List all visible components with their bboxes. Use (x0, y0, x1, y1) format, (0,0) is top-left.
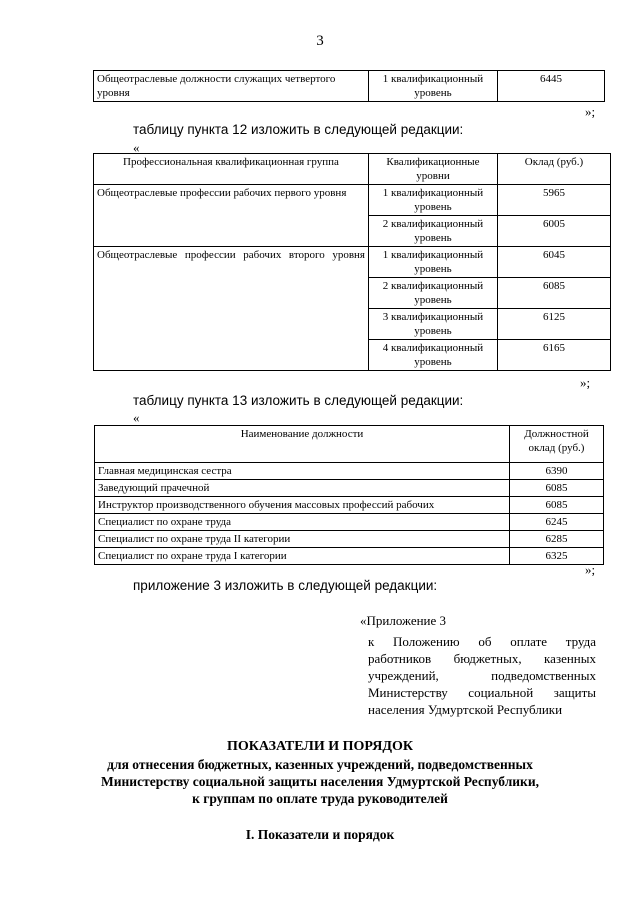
table-cell-salary: 6285 (510, 531, 604, 548)
table-row (95, 497, 604, 514)
table-cell-group: Общеотраслевые должности служащих четвертого уровня (94, 71, 369, 102)
table-cell-position: Специалист по охране труда I категории (95, 548, 510, 565)
appendix-line: Министерству социальной защиты (368, 685, 596, 700)
table-cell-level: 4 квалификационный уровень (369, 340, 498, 371)
table-header-row (94, 154, 611, 185)
table-cell-position: Заведующий прачечной (95, 480, 510, 497)
page-number: 3 (316, 33, 324, 49)
table-cell-salary: 6325 (510, 548, 604, 565)
table-row (95, 463, 604, 480)
appendix-caption (368, 633, 596, 718)
table-cell-level: 1 квалификационный уровень (369, 185, 498, 216)
paragraph-table-13: таблицу пункта 13 изложить в следующей редакции: (133, 393, 464, 408)
subheading-line: Министерству социальной защиты населения Удмуртской Республики, (101, 774, 539, 789)
column-header-group: Профессиональная квалификационная группа (94, 154, 369, 185)
table-cell-position: Специалист по охране труда II категории (95, 531, 510, 548)
table-row (95, 514, 604, 531)
table-row (94, 185, 611, 216)
table-cell-salary: 5965 (498, 185, 611, 216)
table-cell-level: 1 квалификационный уровень (369, 247, 498, 278)
table-row (95, 548, 604, 565)
table-cell-salary: 6085 (510, 480, 604, 497)
table-header-row (95, 426, 604, 463)
table-row (94, 71, 605, 102)
document-subheading (0, 756, 640, 807)
column-header-position: Наименование должности (95, 426, 510, 463)
appendix-line: учреждений, подведомственных (368, 668, 596, 683)
table-row (94, 247, 611, 278)
table-cell-salary: 6085 (510, 497, 604, 514)
column-header-level: Квалификационные уровни (369, 154, 498, 185)
section-heading: I. Показатели и порядок (245, 827, 395, 842)
table-12 (93, 153, 611, 371)
table-row (95, 531, 604, 548)
open-quote: « (133, 140, 140, 155)
table-cell-group: Общеотраслевые профессии рабочих второго уровня (94, 247, 369, 371)
appendix-line: населения Удмуртской Республики (368, 702, 563, 717)
column-header-salary: Оклад (руб.) (498, 154, 611, 185)
top-table (93, 70, 605, 102)
subheading-line: к группам по оплате труда руководителей (192, 791, 448, 806)
table-cell-salary: 6165 (498, 340, 611, 371)
table-cell-position: Инструктор производственного обучения массовых профессий рабочих (95, 497, 510, 514)
table-cell-position: Главная медицинская сестра (95, 463, 510, 480)
table-cell-level: 3 квалификационный уровень (369, 309, 498, 340)
table-cell-salary: 6445 (498, 71, 605, 102)
subheading-line: для отнесения бюджетных, казенных учреждений, подведомственных (107, 757, 533, 772)
end-quote: »; (585, 562, 596, 577)
table-cell-salary: 6245 (510, 514, 604, 531)
table-cell-salary: 6045 (498, 247, 611, 278)
appendix-title: «Приложение 3 (360, 613, 447, 628)
end-quote: »; (580, 375, 591, 390)
table-cell-salary: 6005 (498, 216, 611, 247)
paragraph-table-12: таблицу пункта 12 изложить в следующей редакции: (133, 122, 464, 137)
open-quote: « (133, 410, 140, 425)
table-13 (94, 425, 604, 565)
table-cell-salary: 6125 (498, 309, 611, 340)
paragraph-appendix: приложение 3 изложить в следующей редакции: (133, 578, 438, 593)
table-cell-group: Общеотраслевые профессии рабочих первого уровня (94, 185, 369, 247)
column-header-salary: Должностной оклад (руб.) (510, 426, 604, 463)
table-cell-salary: 6085 (498, 278, 611, 309)
table-cell-level: 1 квалификационный уровень (369, 71, 498, 102)
document-heading: ПОКАЗАТЕЛИ И ПОРЯДОК (226, 739, 414, 754)
table-cell-level: 2 квалификационный уровень (369, 278, 498, 309)
table-row (95, 480, 604, 497)
table-cell-level: 2 квалификационный уровень (369, 216, 498, 247)
table-cell-position: Специалист по охране труда (95, 514, 510, 531)
end-quote: »; (585, 104, 596, 119)
appendix-line: работников бюджетных, казенных (368, 651, 596, 666)
table-cell-salary: 6390 (510, 463, 604, 480)
appendix-line: к Положению об оплате труда (368, 634, 596, 649)
